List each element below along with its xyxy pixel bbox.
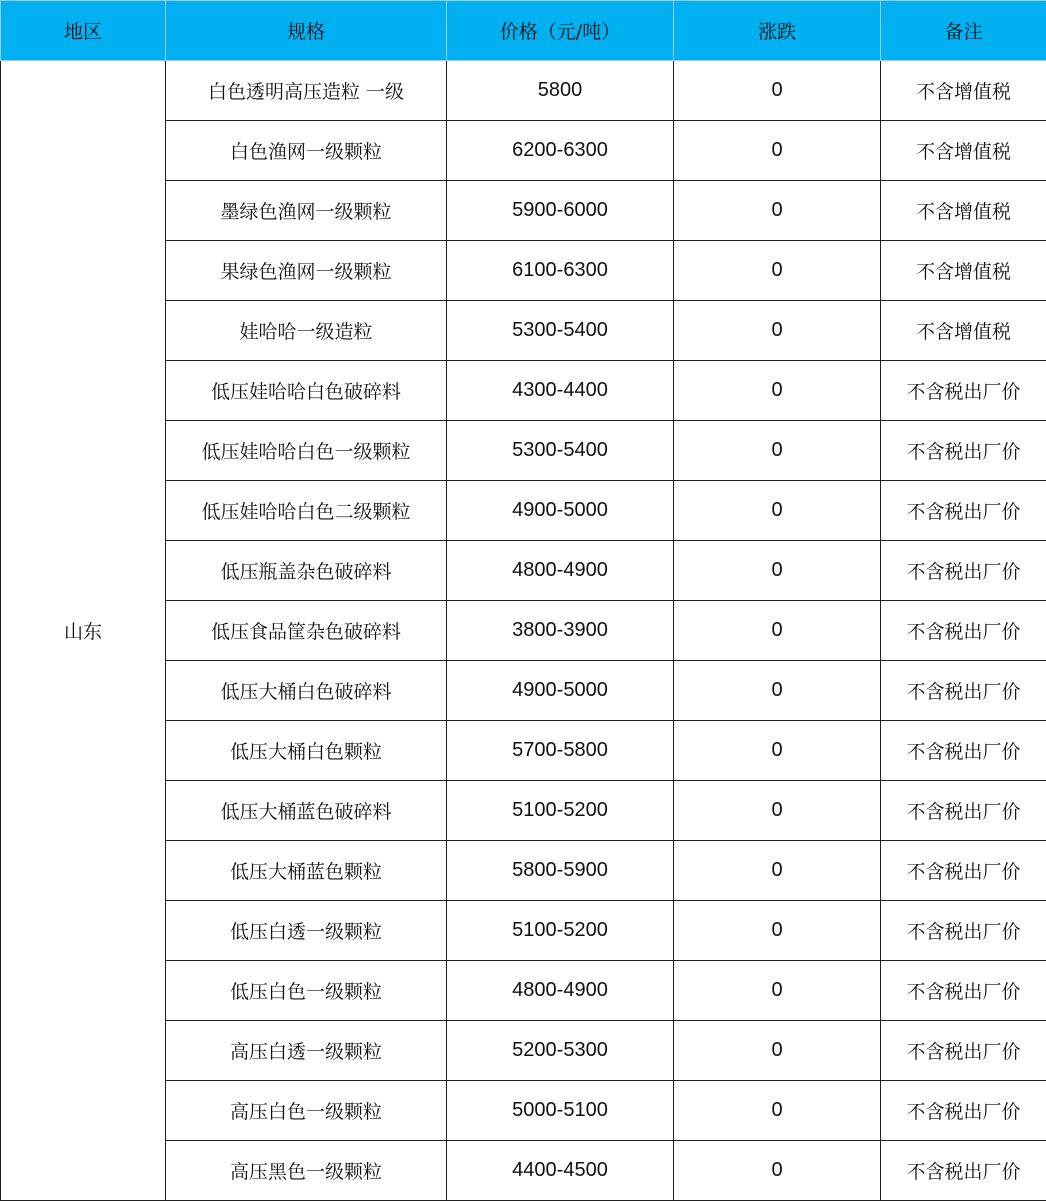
change-cell: 0 [674,121,881,181]
header-region: 地区 [1,1,166,61]
spec-cell: 白色渔网一级颗粒 [166,121,447,181]
note-cell: 不含税出厂价 [881,721,1046,781]
spec-cell: 低压白透一级颗粒 [166,901,447,961]
note-cell: 不含税出厂价 [881,1141,1046,1201]
header-spec: 规格 [166,1,447,61]
price-cell: 4800-4900 [447,541,674,601]
note-cell: 不含增值税 [881,181,1046,241]
spec-cell: 高压白色一级颗粒 [166,1081,447,1141]
change-cell: 0 [674,901,881,961]
spec-cell: 低压娃哈哈白色破碎料 [166,361,447,421]
change-cell: 0 [674,1081,881,1141]
note-cell: 不含税出厂价 [881,481,1046,541]
change-cell: 0 [674,1021,881,1081]
header-note: 备注 [881,1,1046,61]
spec-cell: 低压大桶白色颗粒 [166,721,447,781]
note-cell: 不含税出厂价 [881,361,1046,421]
change-cell: 0 [674,781,881,841]
price-cell: 5200-5300 [447,1021,674,1081]
note-cell: 不含增值税 [881,121,1046,181]
note-cell: 不含增值税 [881,301,1046,361]
note-cell: 不含税出厂价 [881,1021,1046,1081]
change-cell: 0 [674,241,881,301]
price-cell: 3800-3900 [447,601,674,661]
change-cell: 0 [674,481,881,541]
price-cell: 4900-5000 [447,481,674,541]
spec-cell: 高压白透一级颗粒 [166,1021,447,1081]
spec-cell: 低压大桶蓝色颗粒 [166,841,447,901]
spec-cell: 低压瓶盖杂色破碎料 [166,541,447,601]
spec-cell: 墨绿色渔网一级颗粒 [166,181,447,241]
region-cell: 山东 [1,61,166,1201]
price-cell: 4300-4400 [447,361,674,421]
change-cell: 0 [674,61,881,121]
spec-cell: 高压黑色一级颗粒 [166,1141,447,1201]
note-cell: 不含税出厂价 [881,1081,1046,1141]
change-cell: 0 [674,661,881,721]
spec-cell: 低压食品筐杂色破碎料 [166,601,447,661]
header-change: 涨跌 [674,1,881,61]
price-cell: 5100-5200 [447,781,674,841]
price-cell: 4400-4500 [447,1141,674,1201]
note-cell: 不含税出厂价 [881,841,1046,901]
price-cell: 5100-5200 [447,901,674,961]
price-cell: 5000-5100 [447,1081,674,1141]
note-cell: 不含增值税 [881,241,1046,301]
table-header [1,1,1046,61]
table-body [1,61,1046,1201]
note-cell: 不含增值税 [881,61,1046,121]
change-cell: 0 [674,541,881,601]
price-cell: 5700-5800 [447,721,674,781]
spec-cell: 低压娃哈哈白色一级颗粒 [166,421,447,481]
note-cell: 不含税出厂价 [881,781,1046,841]
price-cell: 5900-6000 [447,181,674,241]
spec-cell: 低压白色一级颗粒 [166,961,447,1021]
spec-cell: 低压娃哈哈白色二级颗粒 [166,481,447,541]
price-cell: 5800 [447,61,674,121]
change-cell: 0 [674,361,881,421]
spec-cell: 白色透明高压造粒 一级 [166,61,447,121]
price-cell: 6200-6300 [447,121,674,181]
header-price: 价格（元/吨） [447,1,674,61]
spec-cell: 果绿色渔网一级颗粒 [166,241,447,301]
change-cell: 0 [674,181,881,241]
price-cell: 6100-6300 [447,241,674,301]
spec-cell: 低压大桶蓝色破碎料 [166,781,447,841]
note-cell: 不含税出厂价 [881,661,1046,721]
table-row [1,61,1046,121]
price-cell: 5800-5900 [447,841,674,901]
note-cell: 不含税出厂价 [881,601,1046,661]
spec-cell: 娃哈哈一级造粒 [166,301,447,361]
change-cell: 0 [674,721,881,781]
price-cell: 4800-4900 [447,961,674,1021]
price-cell: 5300-5400 [447,301,674,361]
note-cell: 不含税出厂价 [881,961,1046,1021]
note-cell: 不含税出厂价 [881,901,1046,961]
spec-cell: 低压大桶白色破碎料 [166,661,447,721]
change-cell: 0 [674,421,881,481]
note-cell: 不含税出厂价 [881,421,1046,481]
change-cell: 0 [674,841,881,901]
header-row [1,1,1046,61]
change-cell: 0 [674,1141,881,1201]
change-cell: 0 [674,961,881,1021]
price-cell: 5300-5400 [447,421,674,481]
change-cell: 0 [674,301,881,361]
note-cell: 不含税出厂价 [881,541,1046,601]
change-cell: 0 [674,601,881,661]
price-cell: 4900-5000 [447,661,674,721]
